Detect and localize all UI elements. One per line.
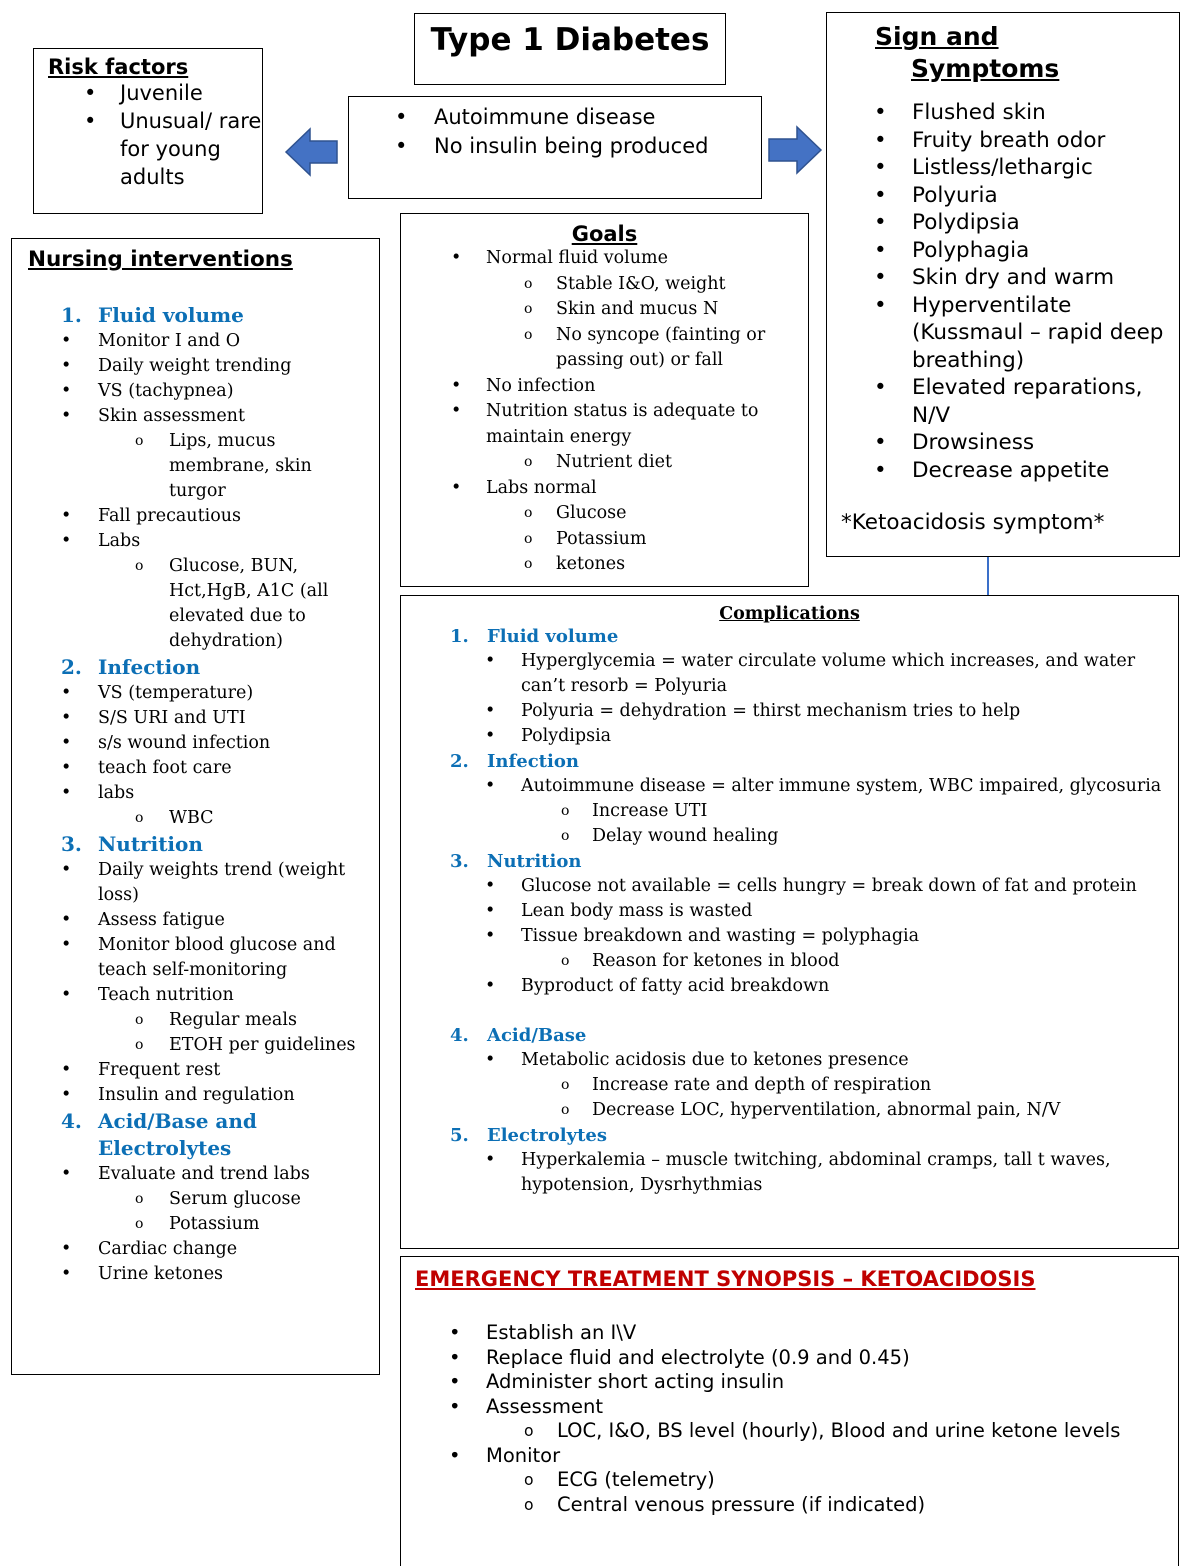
list-item: • Hyperglycemia = water circulate volume which increases, and water can’t resorb = Polyuria: [401, 649, 1178, 699]
list-item: • Evaluate and trend labs: [12, 1162, 379, 1187]
list-item: • Labs normal: [401, 476, 808, 502]
sub-list-item: o Potassium: [12, 1212, 379, 1237]
sub-list-item: o Skin and mucus N: [401, 297, 808, 323]
sub-list-item: o Glucose, BUN, Hct,HgB, A1C (all elevated due to dehydration): [12, 554, 379, 654]
list-item: • Administer short acting insulin: [401, 1370, 1178, 1395]
list-item: • Unusual/ rare for young adults: [34, 107, 262, 191]
list-item: • labs: [12, 781, 379, 806]
list-item: • Assessment: [401, 1395, 1178, 1420]
sub-list-item: o ECG (telemetry): [401, 1468, 1178, 1493]
nursing-heading: Nursing interventions: [28, 247, 293, 272]
list-item: • Replace fluid and electrolyte (0.9 and 0.45): [401, 1346, 1178, 1371]
list-item: • teach foot care: [12, 756, 379, 781]
section-heading-infection: 2. Infection: [450, 751, 579, 772]
sub-list-item: o Decrease LOC, hyperventilation, abnormal pain, N/V: [401, 1098, 1178, 1123]
section-heading-fluid-volume: 1. Fluid volume: [61, 303, 244, 327]
risk-factors-box: [33, 48, 263, 214]
list-item: • Metabolic acidosis due to ketones presence: [401, 1048, 1178, 1073]
sub-list-item: o Central venous pressure (if indicated): [401, 1493, 1178, 1518]
list-item: • Polyuria: [827, 182, 1179, 210]
complications-heading: Complications: [719, 604, 860, 624]
list-item: • Fall precautious: [12, 504, 379, 529]
sub-list-item: o Serum glucose: [12, 1187, 379, 1212]
risk-factors-heading: Risk factors: [48, 55, 189, 79]
list-item: • Glucose not available = cells hungry = break down of fat and protein: [401, 874, 1178, 899]
sub-list-item: o Increase UTI: [401, 799, 1178, 824]
list-item: • Byproduct of fatty acid breakdown: [401, 974, 1178, 999]
list-item: • Drowsiness: [827, 429, 1179, 457]
section-heading-electrolytes: 5. Electrolytes: [450, 1125, 607, 1146]
list-item: • Autoimmune disease: [349, 103, 761, 132]
sub-list-item: o Reason for ketones in blood: [401, 949, 1178, 974]
signs-heading-line1: Sign and: [875, 22, 999, 51]
sub-list-item: o Stable I&O, weight: [401, 272, 808, 298]
list-item: • No infection: [401, 374, 808, 400]
list-item: • Polyphagia: [827, 237, 1179, 265]
list-item: • Teach nutrition: [12, 983, 379, 1008]
arrow-left-icon: [284, 127, 340, 177]
list-item: • Autoimmune disease = alter immune system, WBC impaired, glycosuria: [401, 774, 1178, 799]
list-item: • VS (temperature): [12, 681, 379, 706]
section-heading-nutrition: 3. Nutrition: [450, 851, 582, 872]
list-item: • Insulin and regulation: [12, 1083, 379, 1108]
sub-list-item: o Nutrient diet: [401, 450, 808, 476]
list-item: • Polydipsia: [401, 724, 1178, 749]
list-item: • s/s wound infection: [12, 731, 379, 756]
sub-list-item: o ketones: [401, 552, 808, 578]
list-item: • No insulin being produced: [349, 132, 761, 161]
sub-list-item: o Delay wound healing: [401, 824, 1178, 849]
list-item: • Assess fatigue: [12, 908, 379, 933]
section-heading-infection: 2. Infection: [61, 655, 201, 679]
section-heading-fluid-volume: 1. Fluid volume: [450, 626, 619, 647]
list-item: • Normal fluid volume: [401, 246, 808, 272]
sub-list-item: o Glucose: [401, 501, 808, 527]
list-item: • Daily weights trend (weight loss): [12, 858, 379, 908]
sub-list-item: o ETOH per guidelines: [12, 1033, 379, 1058]
list-item: • Monitor: [401, 1444, 1178, 1469]
sub-list-item: o Lips, mucus membrane, skin turgor: [12, 429, 379, 504]
list-item: • Cardiac change: [12, 1237, 379, 1262]
section-heading-acid-base: 4. Acid/Base: [450, 1025, 587, 1046]
list-item: • Lean body mass is wasted: [401, 899, 1178, 924]
list-item: • Establish an I\V: [401, 1321, 1178, 1346]
list-item: • Skin assessment: [12, 404, 379, 429]
signs-heading-line2: Symptoms: [911, 54, 1060, 83]
emergency-treatment-box: [400, 1256, 1179, 1566]
title-box: [414, 13, 726, 85]
list-item: • Fruity breath odor: [827, 127, 1179, 155]
list-item: • Listless/lethargic: [827, 154, 1179, 182]
emergency-heading: EMERGENCY TREATMENT SYNOPSIS – KETOACIDOSIS: [415, 1267, 1036, 1291]
list-item: • Hyperkalemia – muscle twitching, abdominal cramps, tall t waves, hypotension, Dysrhythmias: [401, 1148, 1178, 1198]
list-item: • Monitor I and O: [12, 329, 379, 354]
list-item: • Monitor blood glucose and teach self-monitoring: [12, 933, 379, 983]
list-item: • Urine ketones: [12, 1262, 379, 1287]
list-item: • Skin dry and warm: [827, 264, 1179, 292]
goals-box: [400, 213, 809, 587]
section-heading-nutrition: 3. Nutrition: [61, 832, 203, 856]
definition-box: [348, 96, 762, 199]
list-item: • Tissue breakdown and wasting = polyphagia: [401, 924, 1178, 949]
list-item: • Daily weight trending: [12, 354, 379, 379]
list-item: • VS (tachypnea): [12, 379, 379, 404]
list-item: • Polydipsia: [827, 209, 1179, 237]
list-item: • Decrease appetite: [827, 457, 1179, 485]
sub-list-item: o Regular meals: [12, 1008, 379, 1033]
list-item: • Flushed skin: [827, 99, 1179, 127]
sub-list-item: o WBC: [12, 806, 379, 831]
ketoacidosis-footnote: *Ketoacidosis symptom*: [841, 510, 1105, 535]
page-title: Type 1 Diabetes: [430, 22, 710, 58]
list-item: • Juvenile: [34, 79, 262, 107]
signs-symptoms-box: [826, 12, 1180, 557]
sub-list-item: o No syncope (fainting or passing out) or fall: [401, 323, 808, 374]
arrow-right-icon: [767, 125, 823, 175]
spacer: [401, 999, 1178, 1023]
sub-list-item: o LOC, I&O, BS level (hourly), Blood and urine ketone levels: [401, 1419, 1178, 1444]
list-item: • Hyperventilate (Kussmaul – rapid deep breathing): [827, 292, 1179, 375]
section-heading-acid-base: 4. Acid/Base and Electrolytes: [61, 1109, 257, 1160]
list-item: • Polyuria = dehydration = thirst mechanism tries to help: [401, 699, 1178, 724]
sub-list-item: o Potassium: [401, 527, 808, 553]
list-item: • Nutrition status is adequate to maintain energy: [401, 399, 808, 450]
list-item: • S/S URI and UTI: [12, 706, 379, 731]
complications-box: [400, 595, 1179, 1249]
list-item: • Frequent rest: [12, 1058, 379, 1083]
sub-list-item: o Increase rate and depth of respiration: [401, 1073, 1178, 1098]
list-item: • Labs: [12, 529, 379, 554]
goals-heading: Goals: [571, 222, 638, 246]
list-item: • Elevated reparations, N/V: [827, 374, 1179, 429]
nursing-interventions-box: [11, 238, 380, 1375]
